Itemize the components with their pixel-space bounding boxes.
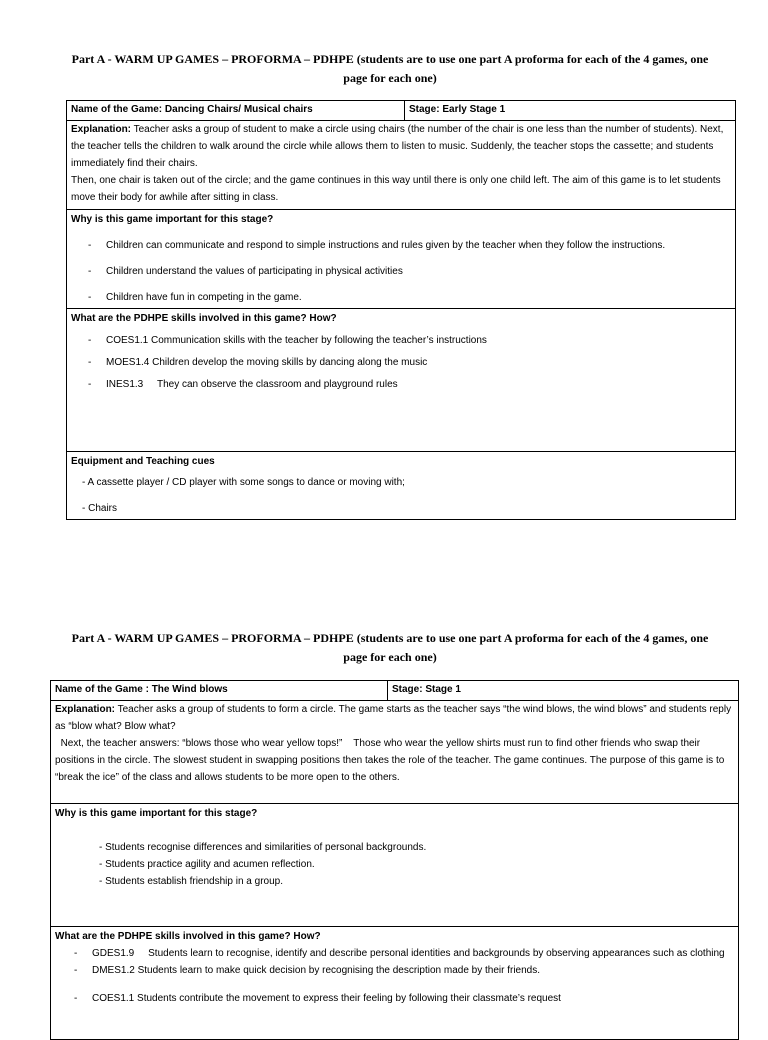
explanation-text: Teacher asks a group of student to make a circle using chairs (the number of the chair is one less than the number of students). Next, the teacher tells the children to walk around the circle while allows them to listen to music. Suddenly, the teacher stops the cassette; and students immediately find their chairs.: [71, 124, 724, 169]
why-important-cell: [51, 804, 739, 927]
explanation-text-2: Next, the teacher answers: “blows those who wear yellow tops!” Those who wear the yellow shirts must run to find other friends who swap their positions in the circle. The slowest student in swapping positions then takes the role of the teacher. The game continues. The purpose of this game is to “break the ice” of the class and allows students to be more open to the others.: [55, 738, 728, 783]
why-important-title: Why is this game important for this stage?: [55, 808, 258, 819]
equipment-item: - A cassette player / CD player with some songs to dance or moving with;: [82, 477, 405, 488]
proforma-heading-1: [60, 50, 720, 88]
heading-subtitle: (students are to use one part A proforma for each of the 4 games, one: [353, 631, 709, 645]
game-stage: Stage: Early Stage 1: [409, 104, 506, 115]
heading-title: Part A - WARM UP GAMES – PROFORMA – PDHPE: [71, 52, 354, 66]
explanation-text: Teacher asks a group of students to form a circle. The game starts as the teacher says “the wind blows, the wind blows” and students reply as “blow what? Blow what?: [55, 704, 732, 732]
heading-subtitle: (students are to use one part A proforma for each of the 4 games, one: [353, 52, 709, 66]
list-item: - GDES1.9 Students learn to recognise, identify and describe personal identities and backgrounds by observing appearances such as clothing: [55, 945, 734, 962]
explanation-cell: [67, 121, 736, 210]
list-item: - MOES1.4 Children develop the moving skills by dancing along the music: [71, 354, 731, 371]
skills-cell: [51, 927, 739, 1040]
game-stage: Stage: Stage 1: [392, 684, 461, 695]
skills-title: What are the PDHPE skills involved in this game? How?: [55, 931, 321, 942]
list-item: - Students practice agility and acumen reflection.: [99, 859, 315, 870]
proforma-heading-2: [60, 629, 720, 667]
list-item: - COES1.1 Students contribute the movement to express their feeling by following their classmate’s request: [55, 990, 734, 1007]
explanation-text-2: Then, one chair is taken out of the circle; and the game continues in this way until there is only one child left. The aim of this game is to let students move their body for awhile after sitting in class.: [71, 175, 721, 203]
skills-list: [55, 945, 734, 1007]
why-important-list: [55, 839, 734, 890]
heading-title: Part A - WARM UP GAMES – PROFORMA – PDHPE: [71, 631, 354, 645]
outcome-code: GDES1.9: [92, 948, 135, 959]
why-important-cell: [67, 210, 736, 309]
game-name: Name of the Game : The Wind blows: [55, 684, 228, 695]
equipment-item: - Chairs: [82, 503, 118, 514]
equipment-title: Equipment and Teaching cues: [71, 456, 215, 467]
skills-list: [71, 332, 731, 393]
outcome-code: INES1.3: [106, 379, 144, 390]
list-item: - Students recognise differences and similarities of personal backgrounds.: [99, 842, 427, 853]
heading-subtitle-line2: page for each one): [343, 650, 437, 664]
list-item: - Students establish friendship in a group.: [99, 876, 283, 887]
stage-cell: [405, 101, 736, 121]
list-item: - Children understand the values of participating in physical activities: [88, 266, 403, 277]
heading-subtitle-line2: page for each one): [343, 71, 437, 85]
list-item: - INES1.3 They can observe the classroom and playground rules: [71, 376, 731, 393]
outcome-code: DMES1.2: [92, 965, 135, 976]
explanation-label: Explanation:: [71, 124, 132, 135]
outcome-code: MOES1.4: [106, 357, 150, 368]
list-item: - DMES1.2 Students learn to make quick decision by recognising the description made by their friends.: [55, 962, 734, 979]
game-proforma-table-1: [66, 100, 736, 520]
outcome-code: COES1.1: [92, 993, 135, 1004]
game-proforma-table-2: [50, 680, 739, 1040]
skills-cell: [67, 309, 736, 452]
skills-title: What are the PDHPE skills involved in this game? How?: [71, 313, 337, 324]
game-name-cell: [51, 681, 388, 701]
why-important-title: Why is this game important for this stage?: [71, 214, 274, 225]
outcome-code: COES1.1: [106, 335, 149, 346]
explanation-cell: [51, 701, 739, 804]
equipment-cell: [67, 452, 736, 520]
list-item: - COES1.1 Communication skills with the teacher by following the teacher’s instructions: [71, 332, 731, 349]
why-important-list: [71, 237, 731, 306]
stage-cell: [388, 681, 739, 701]
list-item: - Children have fun in competing in the game.: [88, 292, 302, 303]
list-item: - Children can communicate and respond to simple instructions and rules given by the teacher when they follow the instructions.: [88, 240, 666, 251]
game-name: Name of the Game: Dancing Chairs/ Musical chairs: [71, 104, 313, 115]
explanation-label: Explanation:: [55, 704, 116, 715]
game-name-cell: [67, 101, 405, 121]
